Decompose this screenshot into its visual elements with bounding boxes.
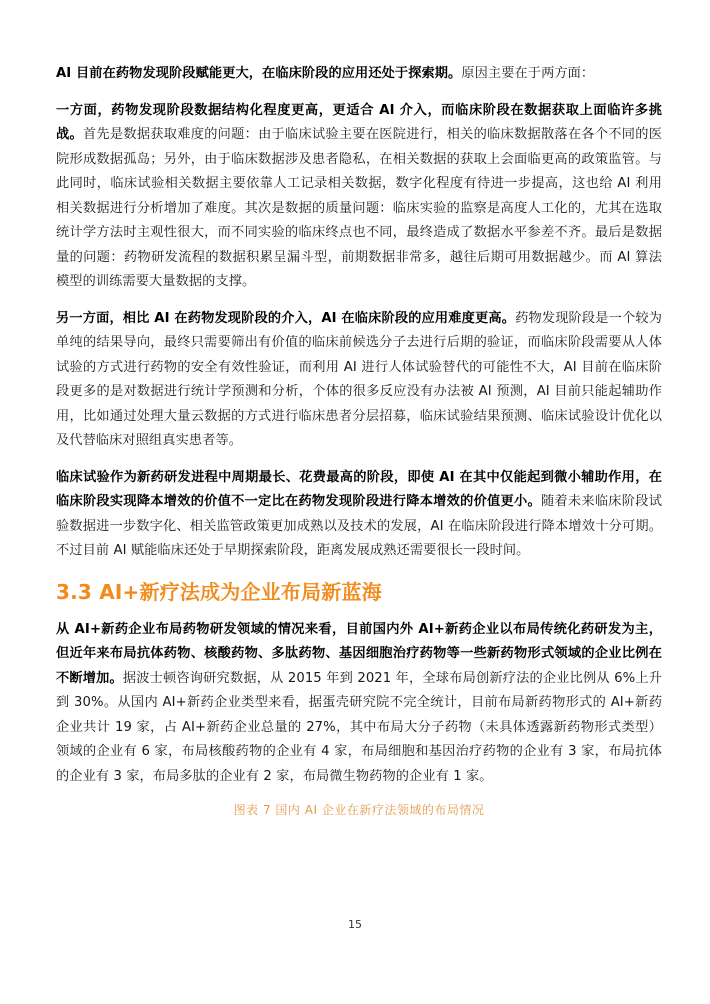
point2-text: 药物发现阶段是一个较为单纯的结果导向，最终只需要筛出有价值的临床前候选分子去进行后期的验证，而临床阶段需要从人体试验的方式进行药物的安全有效性验证，而利用 AI 进行人体试验替代的可能性不大，AI 目前在临床阶段更多的是对数据进行统计学预测和分析，个体的很多反应没有办法被 AI 预测，AI 目前只能起辅助作用，比如通过处理大量云数据的方式进行临床患者分层招募，临床试验结果预测、临床试验设计优化以及代替临床对照组真实患者等。	[56, 310, 663, 448]
point1-text: 首先是数据获取难度的问题：由于临床试验主要在医院进行，相关的临床数据散落在各个不同的医院形成数据孤岛；另外，由于临床数据涉及患者隐私，在相关数据的获取上会面临更高的政策监管。与此同时，临床试验相关数据主要依靠人工记录相关数据，数字化程度有待进一步提高，这也给 AI 利用相关数据进行分析增加了难度。其次是数据的质量问题：临床实验的监察是高度人工化的，尤其在选取统计学方法时主观性很大，而不同实验的临床终点也不同，最终造成了数据水平参差不齐。最后是数据量的问题：药物研发流程的数据积累呈漏斗型，前期数据非常多，越往后期可用数据越少。而 AI 算法模型的训练需要大量数据的支撑。	[56, 127, 663, 289]
section-paragraph	[56, 618, 662, 790]
figure-caption: 图表 7 国内 AI 企业在新疗法领域的布局情况	[233, 803, 485, 817]
intro-text: 原因主要在于两方面：	[461, 66, 595, 81]
section-heading: 3.3 AI+新疗法成为企业布局新蓝海	[56, 579, 382, 604]
intro-bold-text: AI 目前在药物发现阶段赋能更大，在临床阶段的应用还处于探索期。	[56, 66, 462, 81]
document-page	[56, 62, 662, 818]
point3-paragraph	[56, 466, 662, 564]
point3-text: 随着未来临床阶段试验数据进一步数字化、相关监管政策更加成熟以及技术的发展，AI 在临床阶段进行降本增效十分可期。不过目前 AI 赋能临床还处于早期探索阶段，距离发展成熟还需要很长一段时间。	[56, 494, 662, 558]
point2-paragraph	[56, 307, 662, 454]
point1-bold-text: 一方面，药物发现阶段数据结构化程度更高，更适合 AI 介入，而临床阶段在数据获取上面临许多挑战。	[56, 102, 662, 142]
point2-bold-text: 另一方面，相比 AI 在药物发现阶段的介入，AI 在临床阶段的应用难度更高。	[56, 310, 516, 326]
intro-paragraph	[56, 62, 662, 87]
section-text: 据波士顿咨询研究数据，从 2015 年到 2021 年，全球布局创新疗法的企业比例从 6%上升到 30%。从国内 AI+新药企业类型来看，据蛋壳研究院不完全统计，目前布局新药物形式的 AI+新药企业共计 19 家，占 AI+新药企业总量的 27%，其中布局大分子药物（未具体透露新药物形式类型）领域的企业有 6 家，布局核酸药物的企业有 4 家，布局细胞和基因治疗药物的企业有 3 家，布局抗体的企业有 3 家，布局多肽的企业有 2 家，布局微生物药物的企业有 1 家。	[56, 670, 663, 784]
point3-bold-text: 临床试验作为新药研发进程中周期最长、花费最高的阶段，即使 AI 在其中仅能起到微小辅助作用，在临床阶段实现降本增效的价值不一定比在药物发现阶段进行降本增效的价值更小。	[56, 469, 662, 509]
page-number: 15	[348, 918, 362, 931]
point1-paragraph	[56, 99, 662, 295]
section-bold-text: 从 AI+新药企业布局药物研发领域的情况来看，目前国内外 AI+新药企业以布局传统化药研发为主，但近年来布局抗体药物、核酸药物、多肽药物、基因细胞治疗药物等一些新药物形式领域的企业比例在不断增加。	[56, 621, 662, 686]
